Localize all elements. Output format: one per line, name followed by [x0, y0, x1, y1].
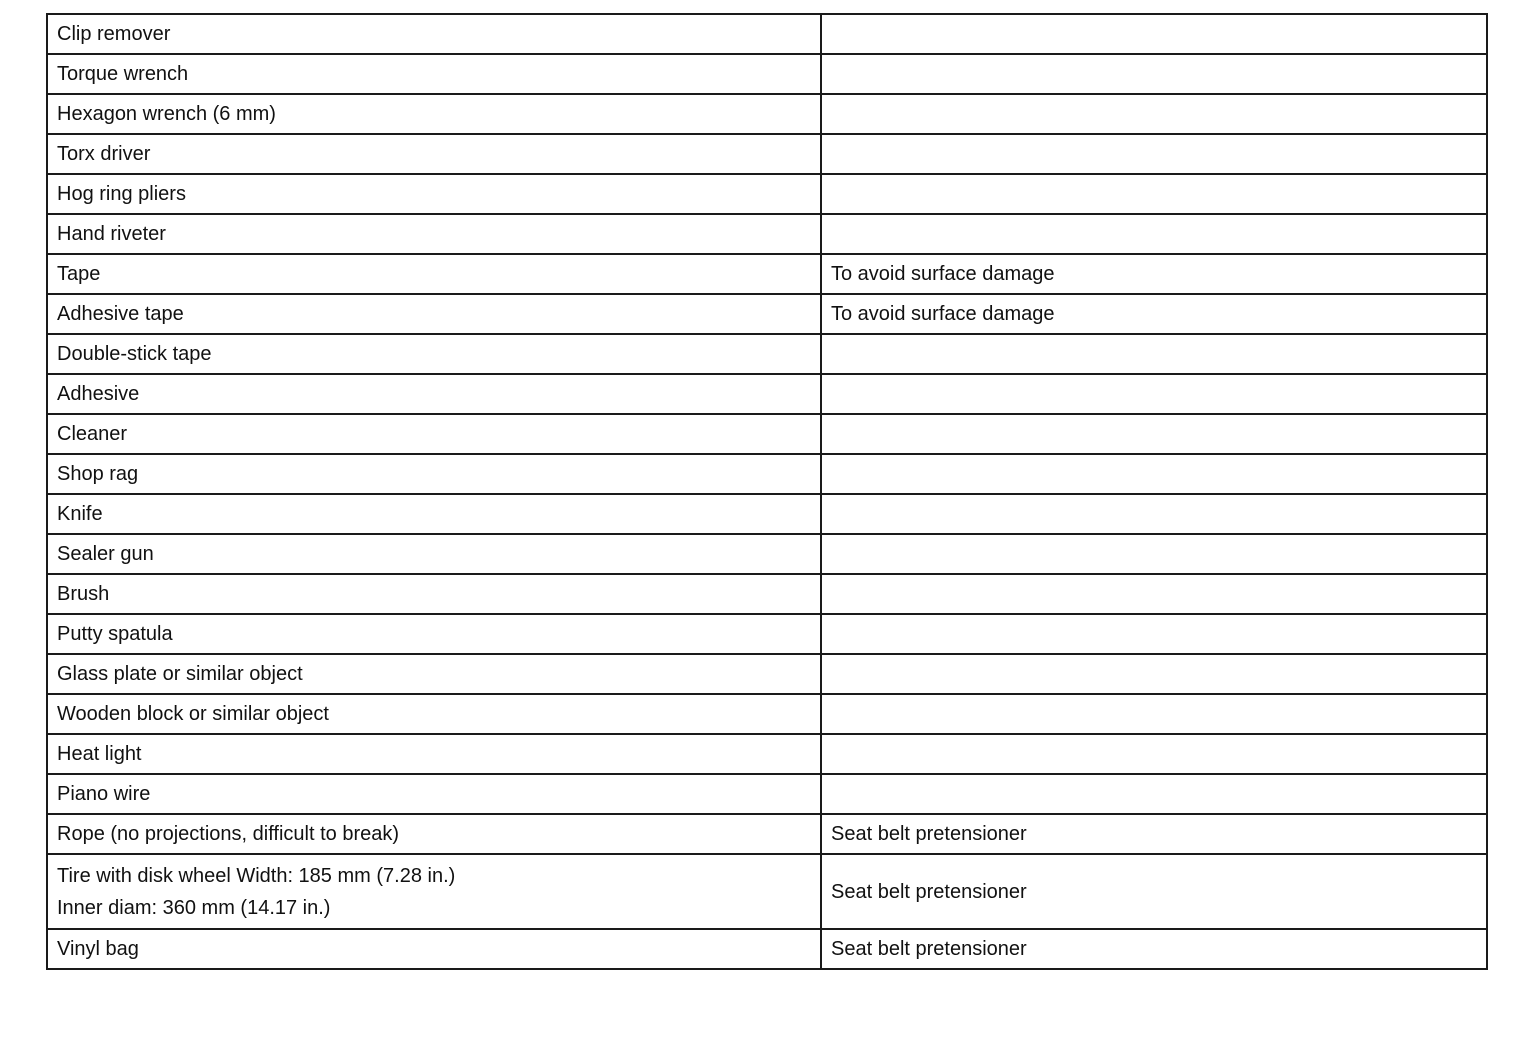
tool-cell [47, 774, 821, 814]
tool-cell [47, 534, 821, 574]
tool-cell [47, 614, 821, 654]
tool-cell [47, 854, 821, 929]
tool-cell [47, 654, 821, 694]
tool-name: Glass plate or similar object [57, 663, 303, 685]
tool-name: Brush [57, 583, 110, 605]
tool-note: To avoid surface damage [831, 263, 1055, 285]
tool-cell [47, 494, 821, 534]
note-cell [821, 774, 1487, 814]
tool-cell [47, 694, 821, 734]
tool-note: To avoid surface damage [831, 303, 1055, 325]
tool-note: Seat belt pretensioner [831, 823, 1027, 845]
tool-cell [47, 334, 821, 374]
note-cell [821, 334, 1487, 374]
tool-name: Cleaner [57, 423, 128, 445]
table-row [47, 854, 1487, 929]
tool-name: Torx driver [57, 143, 151, 165]
table-row [47, 929, 1487, 969]
note-cell [821, 294, 1487, 334]
tools-table-body [47, 14, 1487, 969]
tool-name: Tire with disk wheel Width: 185 mm (7.28 in.) [57, 864, 456, 887]
note-cell [821, 534, 1487, 574]
table-row [47, 614, 1487, 654]
table-row [47, 534, 1487, 574]
tool-name: Knife [57, 503, 103, 525]
table-row [47, 414, 1487, 454]
table-row [47, 294, 1487, 334]
tool-name: Heat light [57, 743, 142, 765]
table-row [47, 334, 1487, 374]
table-row [47, 14, 1487, 54]
note-cell [821, 734, 1487, 774]
tool-cell [47, 414, 821, 454]
tool-cell [47, 14, 821, 54]
table-row [47, 214, 1487, 254]
tool-name: Piano wire [57, 783, 151, 805]
table-row [47, 454, 1487, 494]
note-cell [821, 414, 1487, 454]
tool-name: Clip remover [57, 23, 171, 45]
tool-name: Torque wrench [57, 63, 189, 85]
note-cell [821, 14, 1487, 54]
tool-cell [47, 214, 821, 254]
tool-cell [47, 254, 821, 294]
tool-cell [47, 134, 821, 174]
tool-cell [47, 454, 821, 494]
tool-cell [47, 814, 821, 854]
table-row [47, 54, 1487, 94]
note-cell [821, 374, 1487, 414]
tool-cell [47, 734, 821, 774]
table-row [47, 94, 1487, 134]
note-cell [821, 254, 1487, 294]
tool-name: Hog ring pliers [57, 183, 186, 205]
table-row [47, 574, 1487, 614]
note-cell [821, 814, 1487, 854]
tool-cell [47, 174, 821, 214]
tool-name: Hand riveter [57, 223, 166, 245]
tool-name: Sealer gun [57, 543, 154, 565]
note-cell [821, 94, 1487, 134]
note-cell [821, 134, 1487, 174]
table-row [47, 174, 1487, 214]
tool-cell [47, 374, 821, 414]
table-row [47, 374, 1487, 414]
note-cell [821, 214, 1487, 254]
tool-name: Adhesive [57, 383, 140, 405]
note-cell [821, 694, 1487, 734]
tool-name: Vinyl bag [57, 938, 139, 960]
tool-note: Seat belt pretensioner [831, 938, 1027, 960]
table-row [47, 134, 1487, 174]
tool-note: Seat belt pretensioner [831, 880, 1027, 903]
note-cell [821, 614, 1487, 654]
note-cell [821, 54, 1487, 94]
note-cell [821, 454, 1487, 494]
note-cell [821, 494, 1487, 534]
table-row [47, 654, 1487, 694]
note-cell [821, 574, 1487, 614]
tools-table-container [46, 13, 1482, 970]
tool-cell [47, 54, 821, 94]
tool-name: Putty spatula [57, 623, 173, 645]
table-row [47, 774, 1487, 814]
tool-name: Shop rag [57, 463, 139, 485]
tool-name: Rope (no projections, difficult to break) [57, 823, 400, 845]
note-cell [821, 654, 1487, 694]
tools-table [46, 13, 1488, 970]
tool-cell [47, 574, 821, 614]
note-cell [821, 929, 1487, 969]
table-row [47, 814, 1487, 854]
table-row [47, 494, 1487, 534]
note-cell [821, 854, 1487, 929]
table-row [47, 734, 1487, 774]
tool-name: Double-stick tape [57, 343, 212, 365]
tool-name: Tape [57, 263, 101, 285]
tool-cell [47, 929, 821, 969]
tool-name: Hexagon wrench (6 mm) [57, 103, 276, 125]
tool-name: Adhesive tape [57, 303, 184, 325]
table-row [47, 694, 1487, 734]
tool-name: Inner diam: 360 mm (14.17 in.) [57, 896, 331, 919]
table-row [47, 254, 1487, 294]
note-cell [821, 174, 1487, 214]
tool-name: Wooden block or similar object [57, 703, 329, 725]
tool-cell [47, 294, 821, 334]
tool-cell [47, 94, 821, 134]
